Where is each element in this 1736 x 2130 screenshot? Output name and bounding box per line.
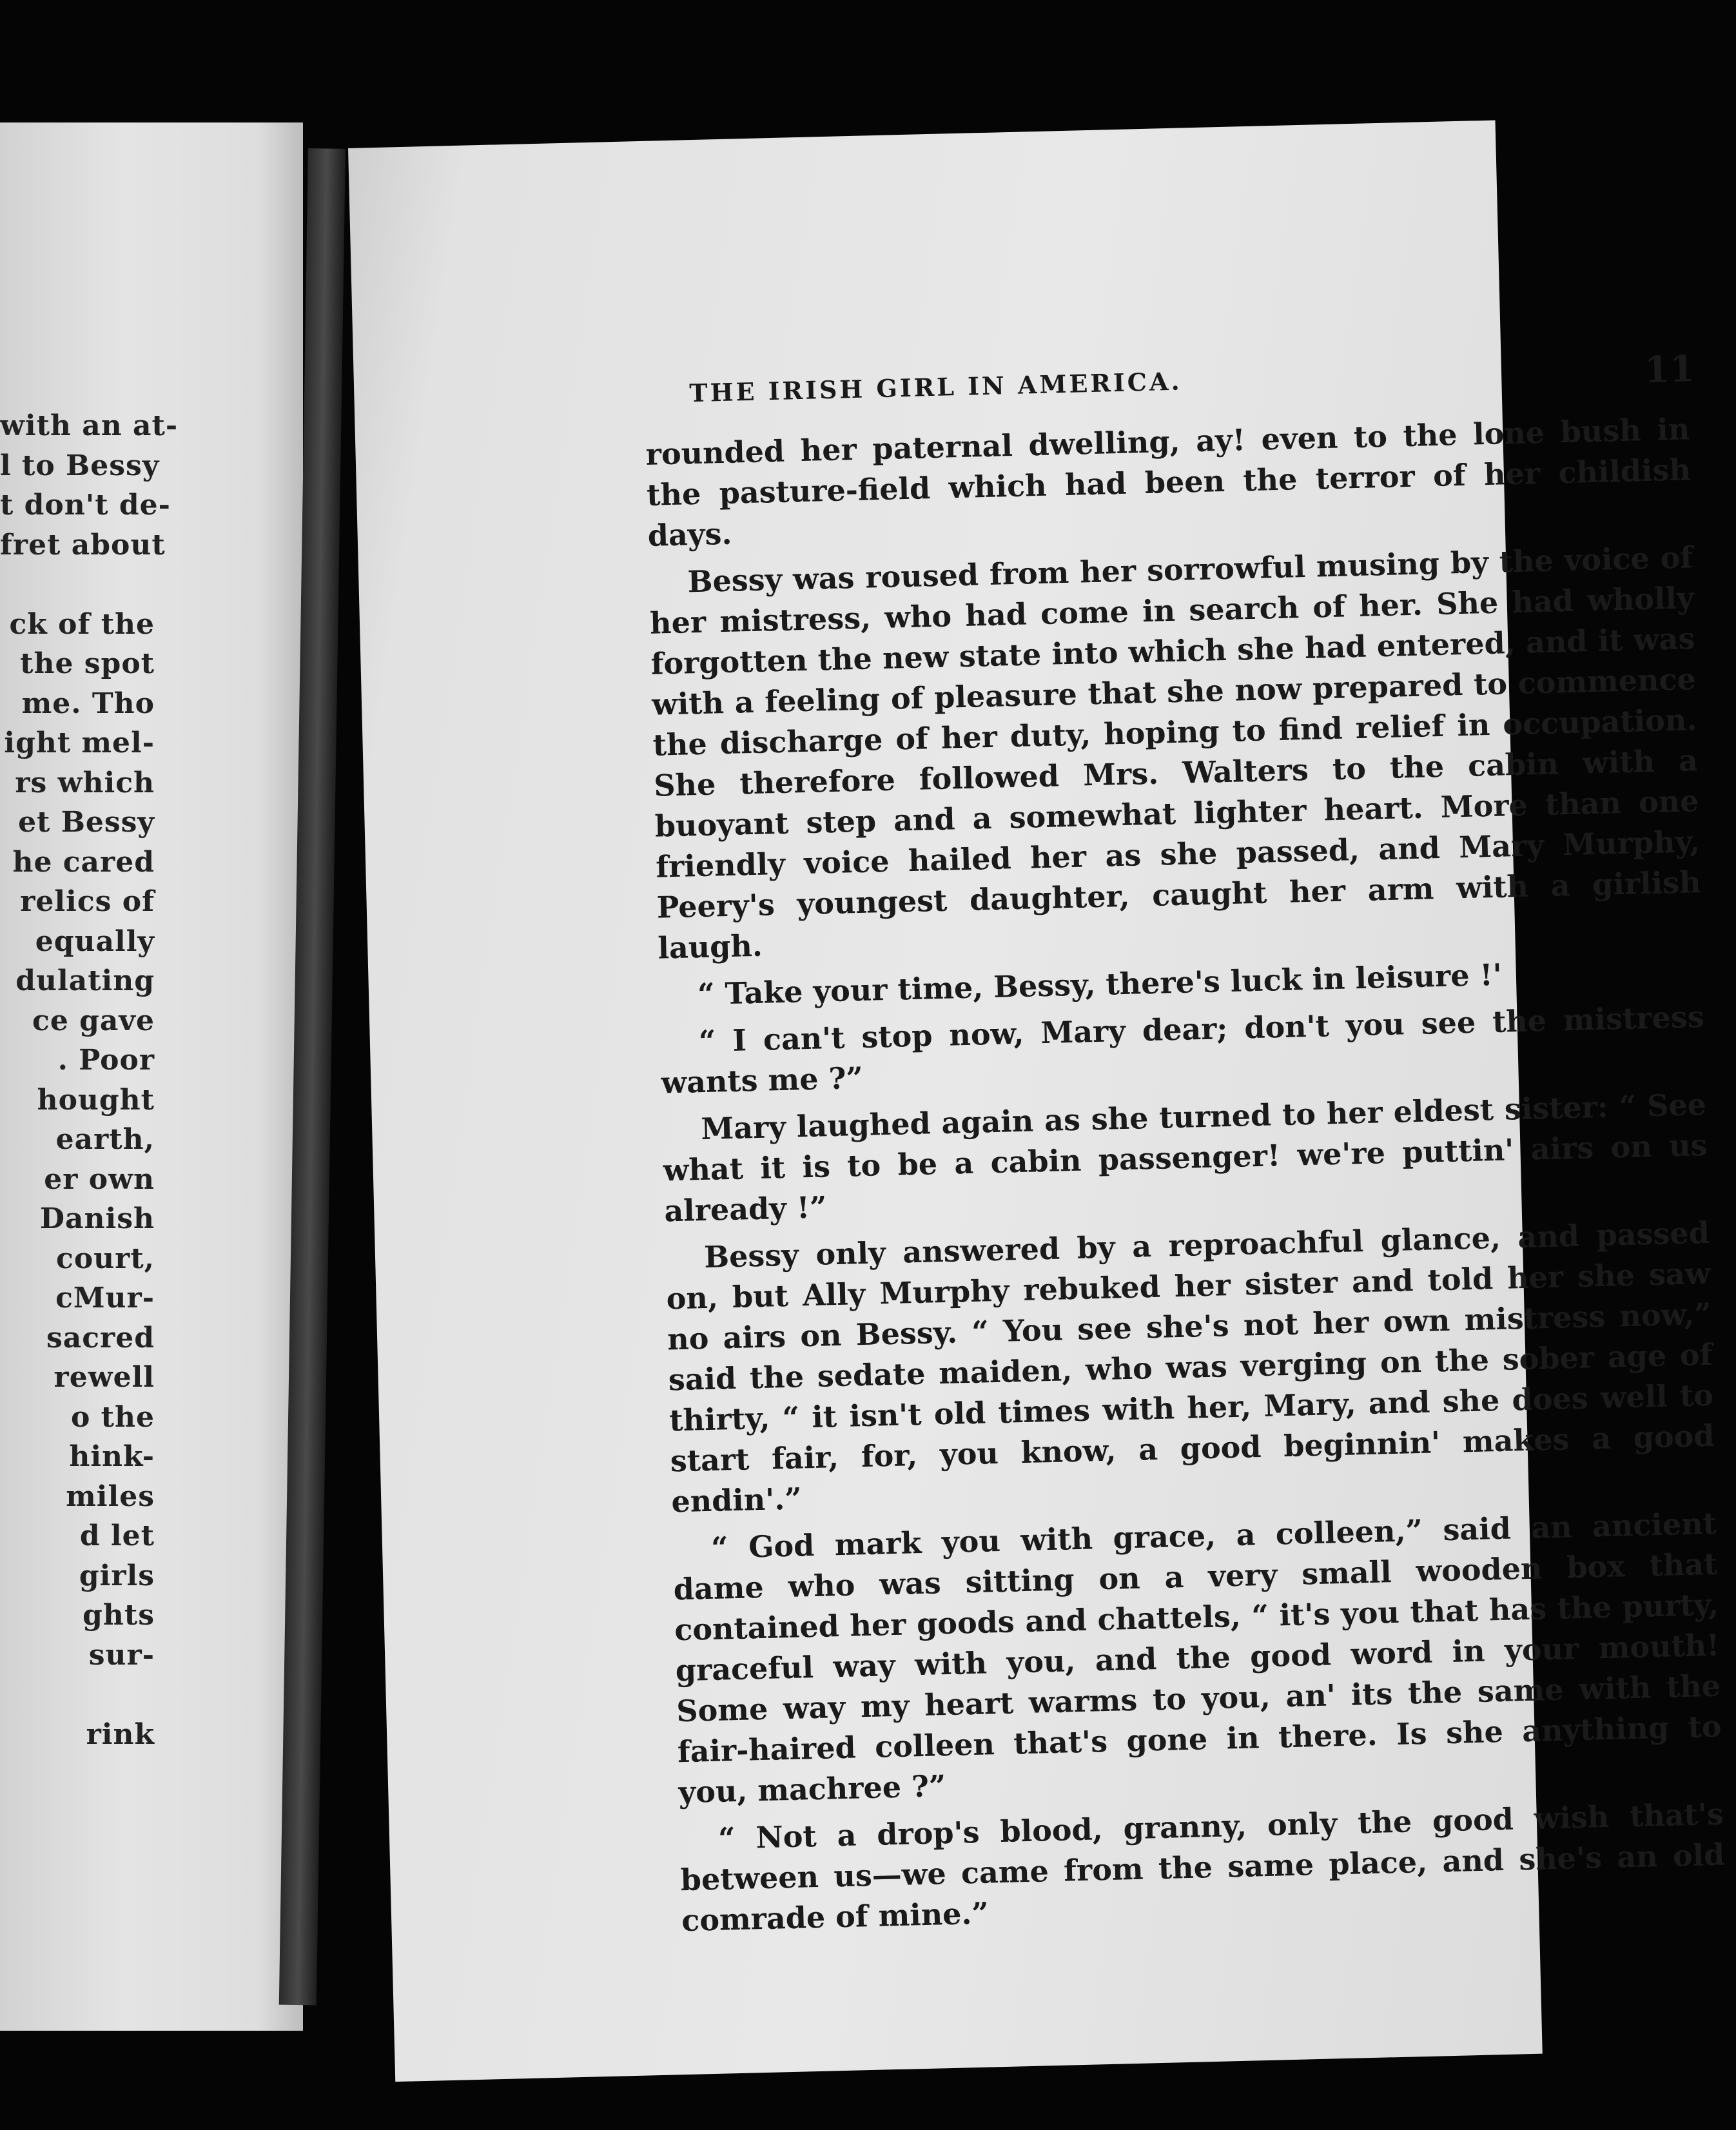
left-page-line: sur- (88, 1638, 155, 1672)
paragraph: “ Take your time, Bessy, there's luck in leisure !' (697, 957, 1503, 1012)
paragraph: “ Not a drop's blood, granny, only the good wish that's between us—we came from the same place, and she's an old comrade of mine.” (680, 1796, 1725, 1939)
left-page-line: t don't de- (0, 489, 171, 522)
paragraph: Mary laughed again as she turned to her eldest sister: “ See what it is to be a cabin passenger! we're puttin' airs on us already !” (663, 1086, 1708, 1229)
left-page-line: l to Bessy (0, 449, 160, 482)
left-page-line: me. Tho (21, 687, 155, 720)
left-page-line: relics of (20, 885, 155, 918)
left-page-line: ck of the (9, 607, 155, 641)
paragraph: “ I can't stop now, Mary dear; don't you see the mistress wants me ?” (660, 999, 1705, 1100)
paragraph: rounded her paternal dwelling, ay! even to the lone bush in the pasture-field which had been the terror of her childish days. (645, 411, 1692, 553)
left-page-line: sacred (46, 1321, 155, 1354)
left-page-line: et Bessy (18, 806, 155, 839)
left-page-line: girls (79, 1559, 155, 1592)
left-page-line: dulating (15, 964, 155, 997)
left-page-line: ce gave (32, 1004, 155, 1037)
left-page-line: rewell (54, 1361, 155, 1394)
left-page-line: hink- (69, 1440, 155, 1473)
left-page-line: court, (56, 1242, 155, 1275)
left-page (0, 122, 303, 2031)
page-header (689, 347, 1695, 417)
left-page-line: equally (35, 924, 155, 958)
right-page (348, 121, 1725, 2082)
left-page-line: he cared (12, 845, 155, 879)
left-page-line: earth, (55, 1123, 155, 1156)
left-page-line: d let (79, 1519, 155, 1552)
paragraph: Bessy only answered by a reproachful glance, and passed on, but Ally Murphy rebuked her sister and told her she saw no airs on Bessy. “ You see she's not her own mistress now,” said the sedate maiden, who was verging on the sober age of thirty, “ it isn't old times with her, Mary, and she does well to start fair, for, you know, a good beginnin' makes a good endin'.” (666, 1215, 1715, 1519)
left-page-line: ghts (83, 1599, 155, 1632)
left-page-line: with an at- (0, 409, 179, 442)
left-page-line: ight mel- (4, 727, 155, 759)
paragraph: “ God mark you with grace, a colleen,” said an ancient dame who was sitting on a very small wooden box that contained her goods and chattels, “ it's you that has the purty, graceful way with you, and the good word in your mouth! Some way my heart warms to you, an' its the same with the fair-haired colleen that's gone in there. Is she anything to you, machree ?” (673, 1505, 1722, 1810)
left-page-line: rink (86, 1717, 155, 1751)
page-number: 11 (1644, 347, 1695, 391)
left-page-line (0, 565, 155, 605)
left-page-line (0, 1675, 155, 1715)
left-page-line: rs which (15, 766, 155, 799)
left-page-text (0, 406, 179, 1754)
left-page-line: hought (37, 1083, 155, 1117)
left-page-line: miles (66, 1480, 155, 1513)
left-page-line: the spot (20, 647, 155, 680)
left-page-line: er own (44, 1162, 155, 1196)
paragraph: Bessy was roused from her sorrowful musing by the voice of her mistress, who had come in search of her. She had wholly forgotten the new state into which she had entered, and it was with a feeling of pleasure that she now prepared to commence the discharge of her duty, hoping to find relief in occupation. She therefore followed Mrs. Walters to the cabin with a buoyant step and a somewhat lighter heart. More than one friendly voice hailed her as she passed, and Mary Murphy, Peery's youngest daughter, caught her arm with a girlish laugh. (649, 540, 1702, 966)
left-page-line: o the (71, 1400, 155, 1434)
left-page-line: Danish (39, 1202, 155, 1235)
left-page-line: fret about (0, 528, 166, 562)
left-page-line: cMur- (55, 1282, 155, 1314)
running-head: THE IRISH GIRL IN AMERICA. (688, 366, 1183, 408)
left-page-line: . Poor (57, 1044, 155, 1077)
body-text (645, 409, 1726, 1941)
